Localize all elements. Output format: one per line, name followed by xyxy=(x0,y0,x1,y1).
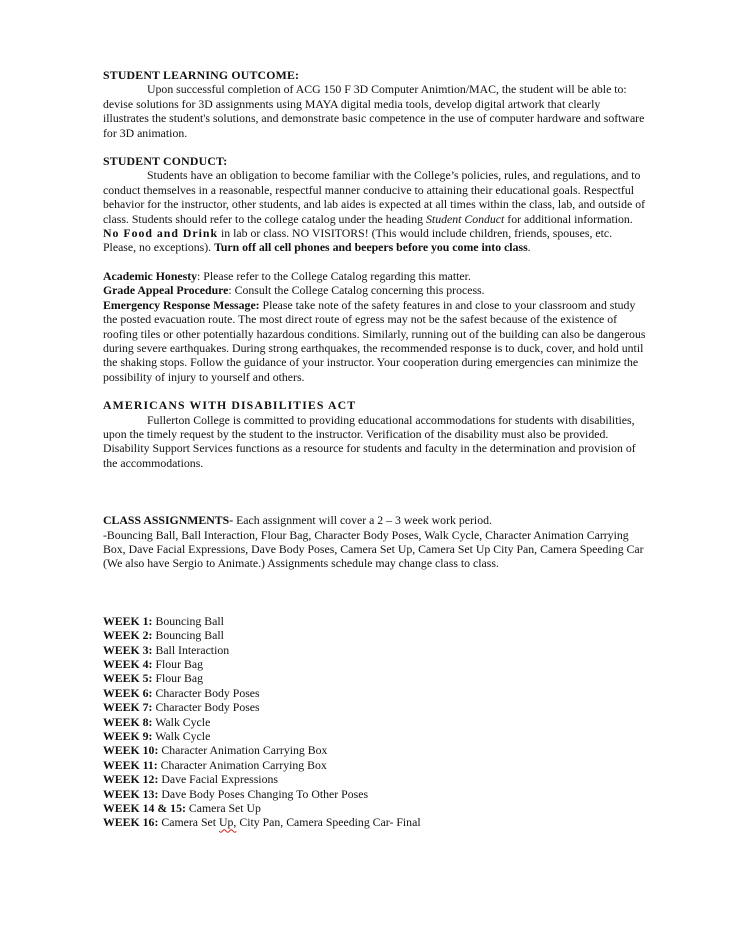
week-topic: Walk Cycle xyxy=(152,714,211,729)
syllabus-page xyxy=(103,68,648,830)
food-drink-text: in lab or class. NO VISITORS! (This would include children, friends, spouses, etc. Please, no exceptions). xyxy=(103,226,613,255)
academic-honesty-label: Academic Honesty xyxy=(103,268,198,283)
week-label: WEEK 1: xyxy=(103,613,153,628)
assignments-intro-text: Each assignment will cover a 2 – 3 week work period. xyxy=(233,513,492,528)
week-topic: Character Body Poses xyxy=(152,700,260,715)
ada-section xyxy=(103,398,648,470)
emergency-response-text: Please take note of the safety features in and close to your classroom and study the posted evacuation route. The most direct route of egress may not be the safest because of the existence of roofing tiles or other potentially hazardous conditions. Similarly, running out of the building can also be dangerous during severe earthquakes. During strong earthquakes, the recommended response is to duck, cover, and hold until the shaking stops. Follow the guidance of your instructor. Your cooperation during emergencies can minimize the possibility of injury to yourself and others. xyxy=(103,297,646,384)
conduct-text-tail: for additional information. xyxy=(504,211,633,226)
emergency-response-label: Emergency Response Message: xyxy=(103,297,260,312)
week-label: WEEK 6: xyxy=(103,685,153,700)
week-label: WEEK 9: xyxy=(103,729,153,744)
week-row xyxy=(103,657,648,671)
weekly-schedule xyxy=(103,614,648,830)
grade-appeal xyxy=(103,283,648,297)
week-topic: Character Animation Carrying Box xyxy=(158,743,328,758)
week-row-final xyxy=(103,815,648,829)
student-conduct-heading: STUDENT CONDUCT: xyxy=(103,154,228,169)
learning-outcome-section xyxy=(103,68,648,140)
week-label: WEEK 11: xyxy=(103,757,158,772)
spellcheck-marked-word: Up, xyxy=(219,815,237,830)
week-row xyxy=(103,671,648,685)
emergency-response xyxy=(103,298,648,384)
learning-outcome-text: Upon successful completion of ACG 150 F 3D Computer Animtion/MAC, the student will be able to: devise solutions for 3D assignments using MAYA digital media tools, develop digital artwork that clearly illustrates the student's solutions, and demonstrate basic competence in the use of computer hardware and software for 3D animation. xyxy=(103,82,645,140)
week-topic-pre: Camera Set xyxy=(158,815,219,830)
assignments-heading: CLASS ASSIGNMENTS- xyxy=(103,513,234,528)
food-drink-label: No Food and Drink xyxy=(103,226,219,241)
week-row xyxy=(103,643,648,657)
week-label: WEEK 8: xyxy=(103,714,153,729)
academic-honesty xyxy=(103,269,648,283)
week-row xyxy=(103,772,648,786)
ada-text: Fullerton College is committed to providing educational accommodations for students with disabilities, upon the timely request by the student to the instructor. Verification of the disability must also be provided. Disability Support Services functions as a resource for students and faculty in the determination and provision of the accommodations. xyxy=(103,412,636,470)
student-conduct-section xyxy=(103,154,648,255)
week-label: WEEK 10: xyxy=(103,743,159,758)
policies-section xyxy=(103,269,648,384)
week-topic: Bouncing Ball xyxy=(152,613,224,628)
week-label: WEEK 3: xyxy=(103,642,153,657)
week-row xyxy=(103,715,648,729)
week-label: WEEK 2: xyxy=(103,628,153,643)
student-conduct-text xyxy=(103,168,648,226)
food-drink-rule xyxy=(103,226,648,255)
week-label: WEEK 5: xyxy=(103,671,153,686)
week-label: WEEK 16: xyxy=(103,815,159,830)
week-row xyxy=(103,743,648,757)
class-assignments-section xyxy=(103,513,648,571)
week-topic: Camera Set Up xyxy=(185,801,261,816)
week-row xyxy=(103,787,648,801)
week-label: WEEK 4: xyxy=(103,657,153,671)
week-topic: Flour Bag xyxy=(152,657,203,671)
week-row xyxy=(103,628,648,642)
week-topic: Walk Cycle xyxy=(152,729,211,744)
week-topic: Character Body Poses xyxy=(152,685,260,700)
grade-appeal-label: Grade Appeal Procedure xyxy=(103,283,229,298)
week-topic: Bouncing Ball xyxy=(152,628,224,643)
week-topic: Dave Body Poses Changing To Other Poses xyxy=(158,786,369,801)
week-topic: Character Animation Carrying Box xyxy=(157,757,327,772)
week-topic-post: City Pan, Camera Speeding Car- Final xyxy=(236,815,421,830)
grade-appeal-text: : Consult the College Catalog concerning this process. xyxy=(228,283,485,298)
week-row xyxy=(103,729,648,743)
week-topic: Ball Interaction xyxy=(152,642,230,657)
week-row xyxy=(103,801,648,815)
conduct-catalog-heading: Student Conduct xyxy=(426,211,505,226)
academic-honesty-text: : Please refer to the College Catalog regarding this matter. xyxy=(197,268,471,283)
week-label: WEEK 13: xyxy=(103,786,159,801)
cell-phone-rule: Turn off all cell phones and beepers before you come into class xyxy=(214,240,528,255)
week-row xyxy=(103,700,648,714)
ada-heading: AMERICANS WITH DISABILITIES ACT xyxy=(103,398,357,413)
week-topic: Flour Bag xyxy=(152,671,203,686)
week-row xyxy=(103,758,648,772)
week-label: WEEK 7: xyxy=(103,700,153,715)
conduct-text-lead: Students have an obligation to become familiar with the College’s policies, rules, and regulations, and to conduct themselves in a reasonable, respectful manner conducive to attaining their educational goals. Respectful behavior for the instructor, other students, and lab aides is expected at all times within the class, lab, and outside of class. Students should refer to the college catalog under the heading xyxy=(103,168,646,226)
assignments-intro xyxy=(103,513,648,527)
week-label: WEEK 14 & 15: xyxy=(103,801,186,816)
week-topic: Dave Facial Expressions xyxy=(158,772,278,787)
week-label: WEEK 12: xyxy=(103,772,159,787)
week-row xyxy=(103,614,648,628)
week-row xyxy=(103,686,648,700)
learning-outcome-heading: STUDENT LEARNING OUTCOME: xyxy=(103,68,300,82)
cell-phone-rule-end: . xyxy=(527,240,531,255)
assignments-list: -Bouncing Ball, Ball Interaction, Flour Bag, Character Body Poses, Walk Cycle, Character Animation Carrying Box, Dave Facial Expressions, Dave Body Poses, Camera Set Up, Camera Set Up City Pan, Camera Speeding Car (We also have Sergio to Animate.) Assignments schedule may change class to class. xyxy=(103,527,644,571)
